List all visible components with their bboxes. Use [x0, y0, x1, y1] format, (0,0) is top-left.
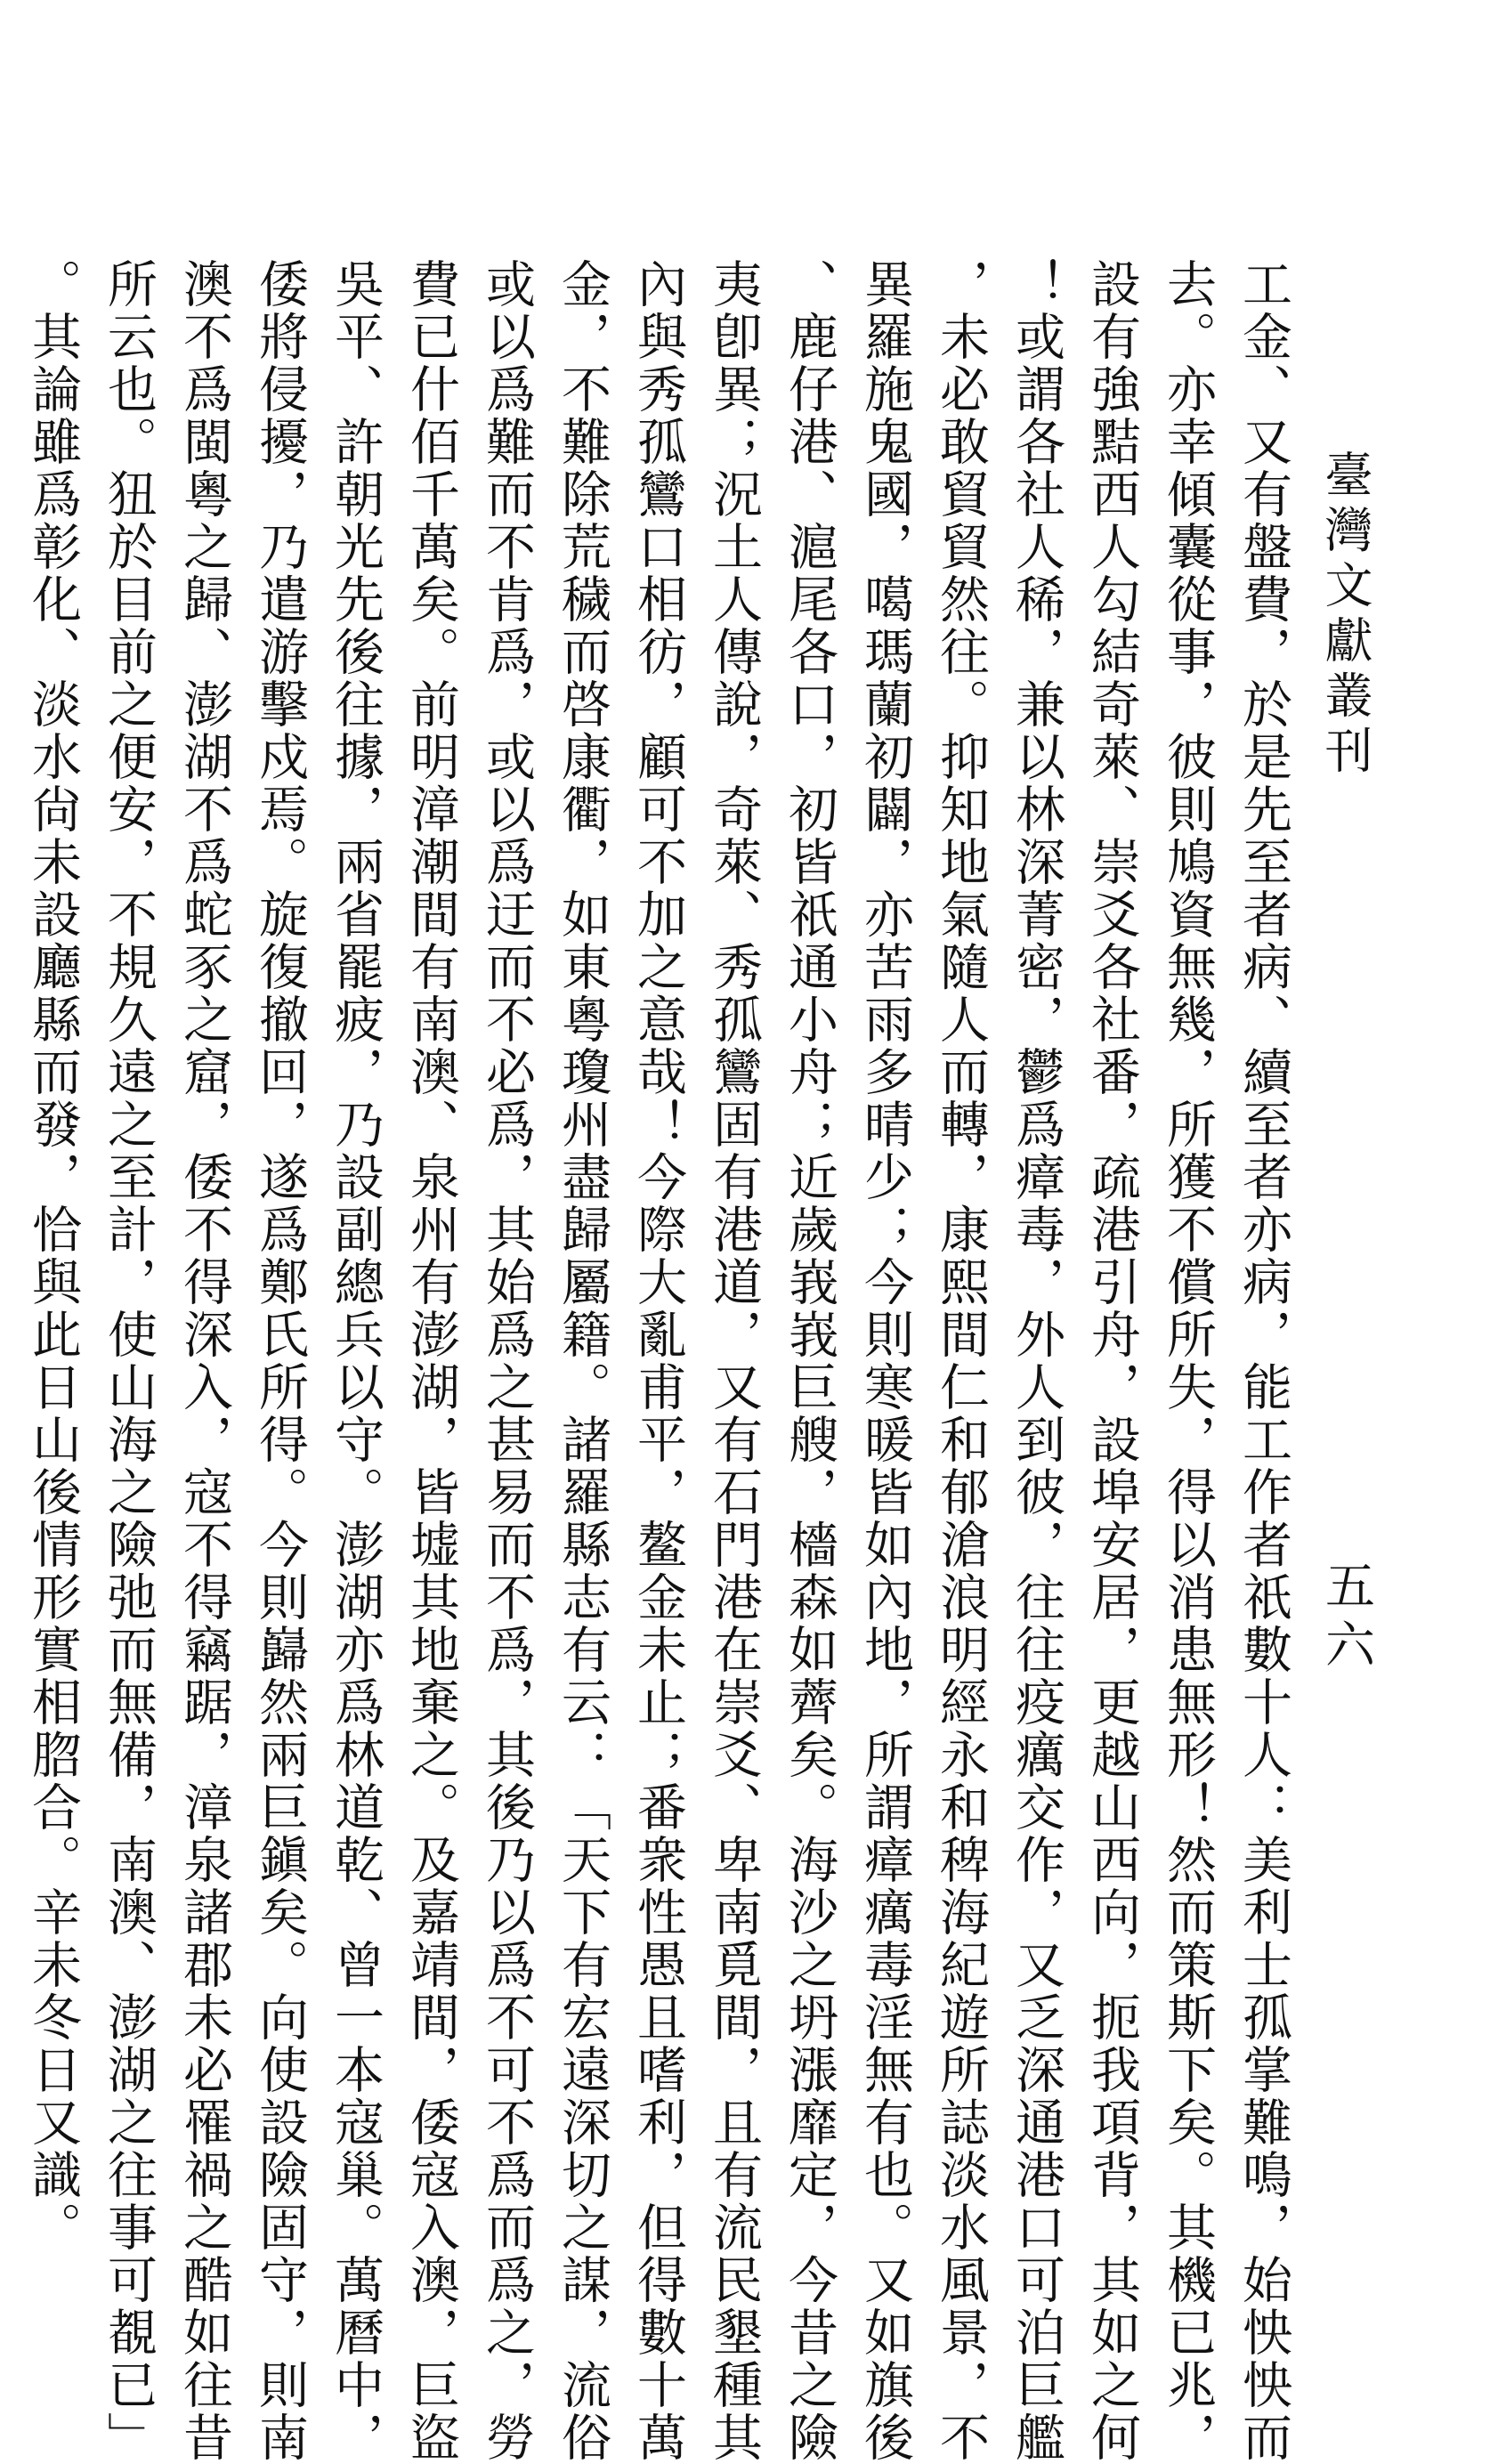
book-series-title: 臺灣文獻叢刊: [1317, 450, 1373, 781]
text-column: 金，不難除荒穢而啓康衢，如東粵瓊州盡歸屬籍。諸羅縣志有云：「天下有宏遠深切之謀，流俗: [554, 258, 611, 2464]
text-column: 夷卽異；況土人傳說，奇萊、秀孤鸞固有港道，又有石門港在崇爻、卑南覓間，且有流民墾種其: [705, 258, 763, 2464]
text-column: 內與秀孤鸞口相彷，顧可不加之意哉！今際大亂甫平，鳌金未止；番衆性愚且嗜利，但得數十萬: [629, 258, 687, 2464]
page-number: 五六: [1317, 1560, 1375, 1677]
text-column: 澳不爲閩粵之歸、澎湖不爲蛇豕之窟，倭不得深入，寇不得竊踞，漳泉諸郡未必罹禍之酷如往昔: [175, 258, 233, 2464]
text-column: 異羅施鬼國，噶瑪蘭初闢，亦苦雨多晴少；今則寒暖皆如內地，所謂瘴癘毒淫無有也。又如旗後: [856, 258, 914, 2464]
body-text: [24, 258, 1301, 2464]
text-column: 費已什佰千萬矣。前明漳潮間有南澳、泉州有澎湖，皆墟其地棄之。及嘉靖間，倭寇入澳，巨盜: [402, 258, 460, 2464]
text-column: ，未必敢貿貿然往。抑知地氣隨人而轉，康熙間仁和郁滄浪明經永和稗海紀遊所誌淡水風景，不: [932, 258, 990, 2464]
text-column: 。其論雖爲彰化、淡水尙未設廳縣而發，恰與此日山後情形實相脗合。辛未冬日又識。: [24, 258, 82, 2254]
text-column: 所云也。狃於目前之便安，不規久遠之至計，使山海之險弛而無備，南澳、澎湖之往事可覩已」: [100, 258, 158, 2464]
text-column: 、鹿仔港、滬尾各口，初皆祇通小舟；近歲峩峩巨艘，檣森如薺矣。海沙之坍漲靡定，今昔之險: [781, 258, 838, 2464]
text-column: ！或謂各社人稀，兼以林深菁密，鬱爲瘴毒，外人到彼，往往疫癘交作，又乏深通港口可泊巨艦: [1008, 258, 1065, 2464]
text-column: 倭將侵擾，乃遣游擊戍焉。旋復撤回，遂爲鄭氏所得。今則巋然兩巨鎭矣。向使設險固守，則南: [251, 258, 309, 2464]
text-column: 或以爲難而不肯爲，或以爲迂而不必爲，其始爲之甚易而不爲，其後乃以爲不可不爲而爲之，勞: [478, 258, 536, 2464]
text-column: 工金、又有盤費，於是先至者病、續至者亦病，能工作者祇數十人：美利士孤掌難鳴，始怏怏而: [1235, 258, 1292, 2464]
text-column: 去。亦幸傾囊從事，彼則鳩資無幾，所獲不償所失，得以消患無形！然而策斯下矣。其機已兆，: [1159, 258, 1217, 2464]
text-column: 吳平、許朝光先後往據，兩省罷疲，乃設副總兵以守。澎湖亦爲林道乾、曾一本寇巢。萬曆中，: [327, 258, 385, 2464]
text-column: 設有強黠西人勾結奇萊、崇爻各社番，疏港引舟，設埠安居，更越山西向，扼我項背，其如之何: [1083, 258, 1141, 2464]
